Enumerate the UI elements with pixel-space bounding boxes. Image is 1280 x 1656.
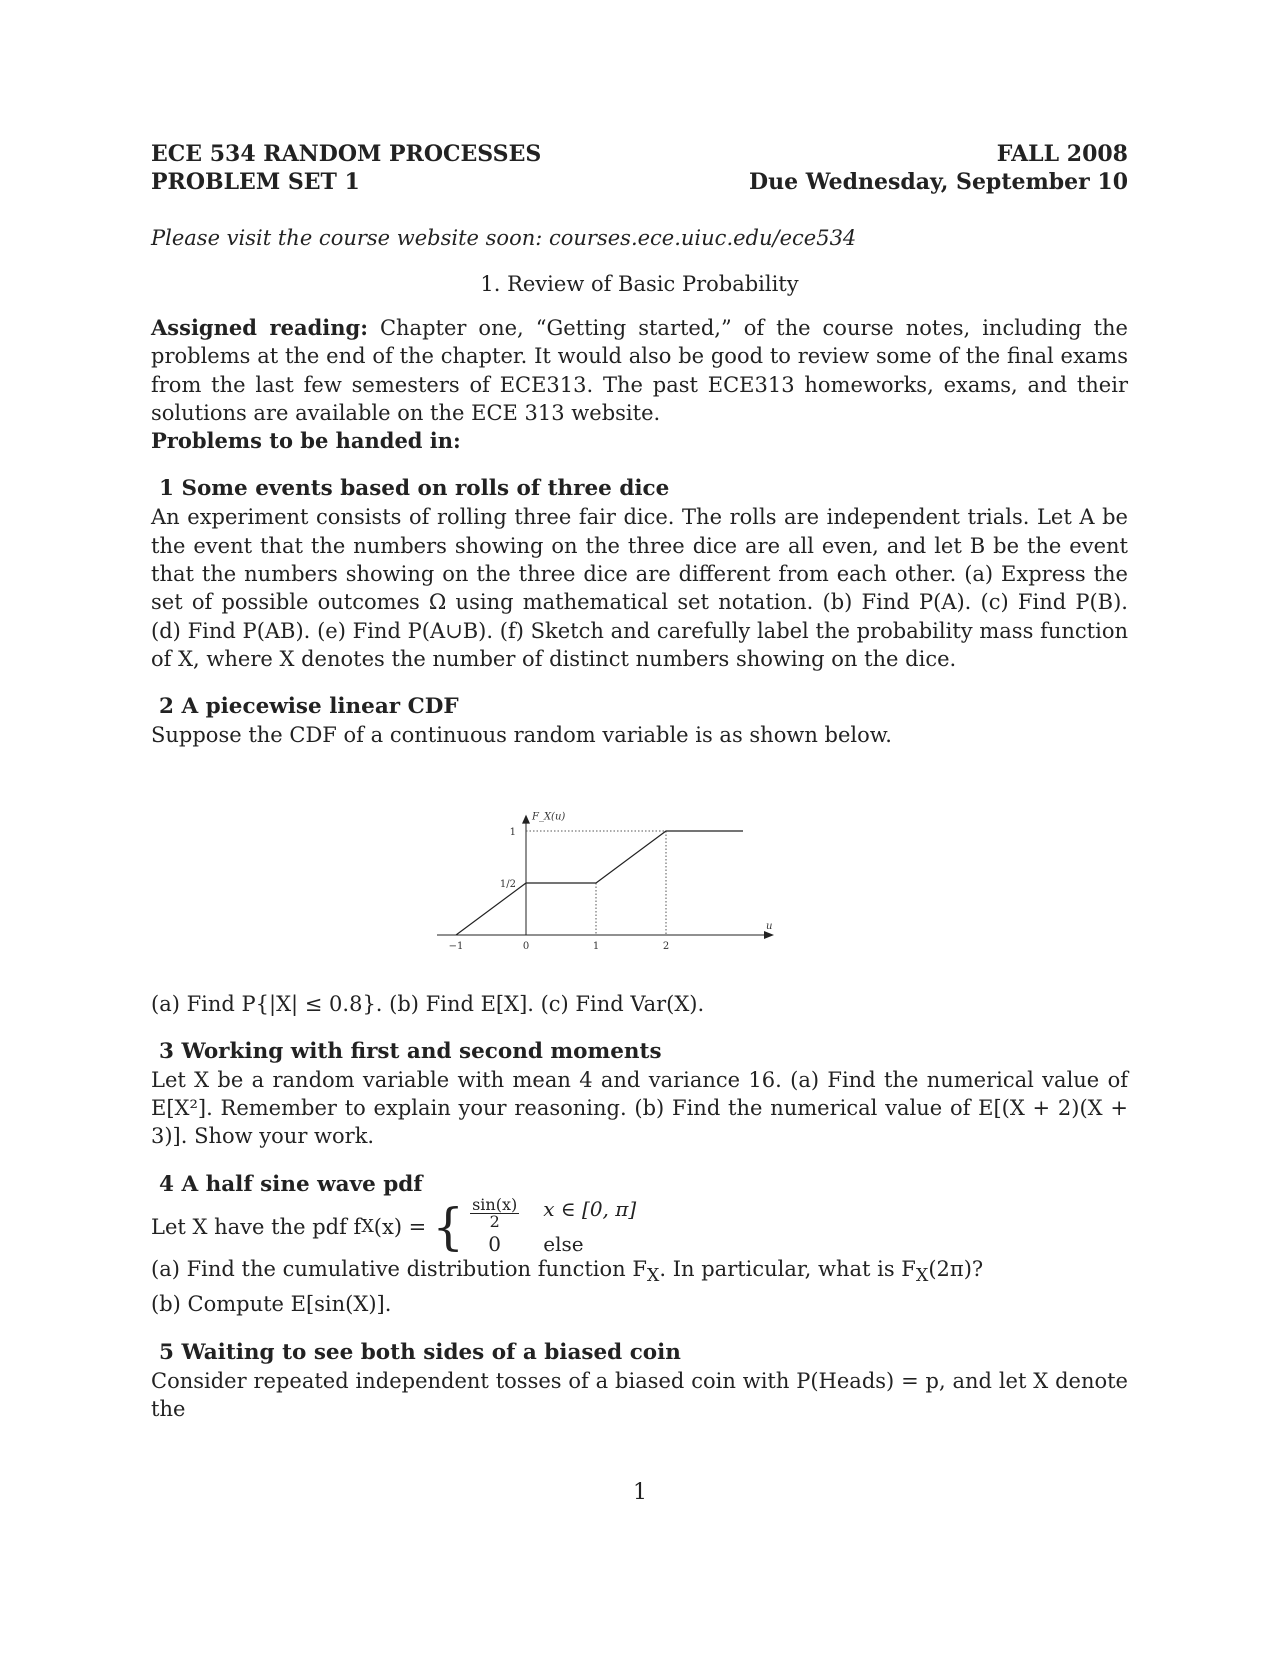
case2-condition: else	[543, 1232, 584, 1257]
problem-title: 1 Some events based on rolls of three dice	[159, 476, 670, 502]
x-tick-label: 0	[522, 940, 530, 952]
case1-value	[470, 1197, 519, 1230]
problem-set-label: PROBLEM SET 1	[151, 169, 360, 195]
part-b: (b) Compute E[sin(X)].	[151, 1292, 392, 1317]
x-tick-label: 1	[592, 940, 600, 952]
x-tick-label: −1	[448, 940, 464, 952]
page-number: 1	[633, 1480, 647, 1505]
part-a-sub2: X	[915, 1265, 929, 1286]
assigned-text: Chapter one, “Getting started,” of the course notes, including the problems at the end of the chapter. It would also be good to review some of the final exams from the last few semesters of ECE313. The past ECE313 homeworks, exams, and their solutions are available on the ECE 313 website.	[151, 316, 1128, 425]
part-a-end: (2π)?	[928, 1256, 984, 1281]
case1-condition: x ∈ [0, π]	[543, 1197, 637, 1222]
problem-text: Suppose the CDF of a continuous random variable is as shown below.	[151, 723, 892, 748]
pdf-definition	[151, 1195, 1128, 1257]
y-axis-label: F_X(u)	[532, 811, 566, 823]
x-axis-label: u	[766, 920, 773, 932]
y-tick-label: 1/2	[499, 878, 516, 890]
pdf-cases	[470, 1197, 636, 1256]
section-title: 1. Review of Basic Probability	[480, 272, 799, 296]
pdf-lead-sub: X	[361, 1216, 374, 1237]
problem-text: An experiment consists of rolling three fair dice. The rolls are independent trials. Let A be the event that the numbers showing on the three dice are all even, and let B be the event that the numbers showing on the three dice are different from each other. (a) Express the set of possible outcomes Ω using mathematical set notation. (b) Find P(A). (c) Find P(B). (d) Find P(AB). (e) Find P(A∪B). (f) Sketch and carefully label the probability mass function of X, where X denotes the number of distinct numbers showing on the dice.	[151, 505, 1128, 671]
pdf-lead: Let X have the pdf f	[151, 1214, 362, 1239]
assigned-reading	[151, 314, 1128, 427]
left-brace: {	[432, 1197, 465, 1256]
course-title: ECE 534 RANDOM PROCESSES	[151, 141, 542, 167]
assigned-label: Assigned reading:	[151, 315, 368, 340]
problem-4	[151, 1171, 1128, 1319]
problem-1	[151, 475, 1128, 673]
case1-numerator: sin(x)	[472, 1195, 518, 1215]
problem-questions: (a) Find P{|X| ≤ 0.8}. (b) Find E[X]. (c) Find Var(X).	[151, 991, 705, 1016]
case2-value: 0	[488, 1232, 502, 1257]
x-tick-label: 2	[662, 940, 670, 952]
part-a	[151, 1255, 1128, 1290]
part-a-text: (a) Find the cumulative distribution function F	[151, 1256, 647, 1281]
problem-text: Consider repeated independent tosses of a biased coin with P(Heads) = p, and let X denote the	[151, 1368, 1128, 1421]
document-page	[151, 140, 1128, 1423]
problem-2	[151, 693, 1128, 1018]
case1-denominator: 2	[489, 1212, 500, 1232]
problem-title: 2 A piecewise linear CDF	[159, 694, 459, 720]
problem-title: 4 A half sine wave pdf	[159, 1171, 423, 1197]
problem-title: 3 Working with first and second moments	[159, 1038, 662, 1064]
header	[151, 140, 1128, 196]
y-tick-label: 1	[509, 826, 516, 838]
problem-text: Let X be a random variable with mean 4 and variance 16. (a) Find the numerical value of E[X²]. Remember to explain your reasoning. (b) Find the numerical value of E[(X + 2)(X + 3)]. Show your work.	[151, 1067, 1128, 1149]
handed-in-label: Problems to be handed in:	[151, 428, 461, 454]
cdf-figure	[151, 750, 1128, 990]
part-a-sub: X	[646, 1265, 660, 1286]
due-date: Due Wednesday, September 10	[749, 169, 1128, 195]
x-axis-arrow	[764, 931, 774, 939]
cdf-chart	[151, 750, 1128, 990]
part-a-tail: . In particular, what is F	[659, 1256, 916, 1281]
visit-note: Please visit the course website soon: courses.ece.uiuc.edu/ece534	[151, 226, 857, 250]
problem-5	[151, 1339, 1128, 1424]
pdf-lead-tail: (x) =	[373, 1214, 427, 1239]
term-label: FALL 2008	[996, 141, 1128, 167]
problem-3	[151, 1038, 1128, 1151]
y-axis-arrow	[522, 814, 530, 823]
problem-title: 5 Waiting to see both sides of a biased coin	[159, 1339, 681, 1365]
